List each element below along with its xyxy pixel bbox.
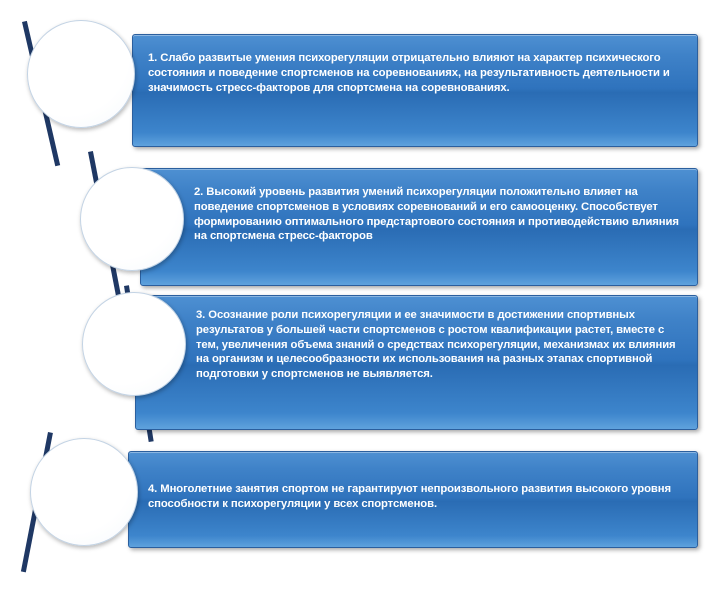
process-text-1: 1. Слабо развитые умения психорегуляции отрицательно влияют на характер психического состояния и поведение спортсменов на соревнованиях, на результативность деятельности и значимость стресс-факторов для спортсмена на соревнованиях. <box>148 52 670 94</box>
process-circle-2[interactable] <box>80 167 184 271</box>
process-text-4: 4. Многолетние занятия спортом не гарантируют непроизвольного развития высокого уровня способности к психорегуляции у всех спортсменов. <box>148 483 671 510</box>
process-text-2: 2. Высокий уровень развития умений психорегуляции положительно влияет на поведение спортсменов в условиях соревнований и его самооценку. Способствует формированию оптимального предстартового состояния и противодействию влияния на спортсмена стресс-факторов <box>194 186 679 243</box>
process-text-3: 3. Осознание роли психорегуляции и ее значимости в достижении спортивных результатов у большей части спортсменов с ростом квалификации растет, вместе с тем, увеличения объема знаний о средствах психорегуляции, механизмах их влияния на организм и целесообразности их использования на разных этапах спортивной подготовки у спортсменов не выявляется. <box>196 309 676 381</box>
process-circle-3[interactable] <box>82 292 186 396</box>
process-circle-1[interactable] <box>27 20 135 128</box>
process-circle-4[interactable] <box>30 438 138 546</box>
